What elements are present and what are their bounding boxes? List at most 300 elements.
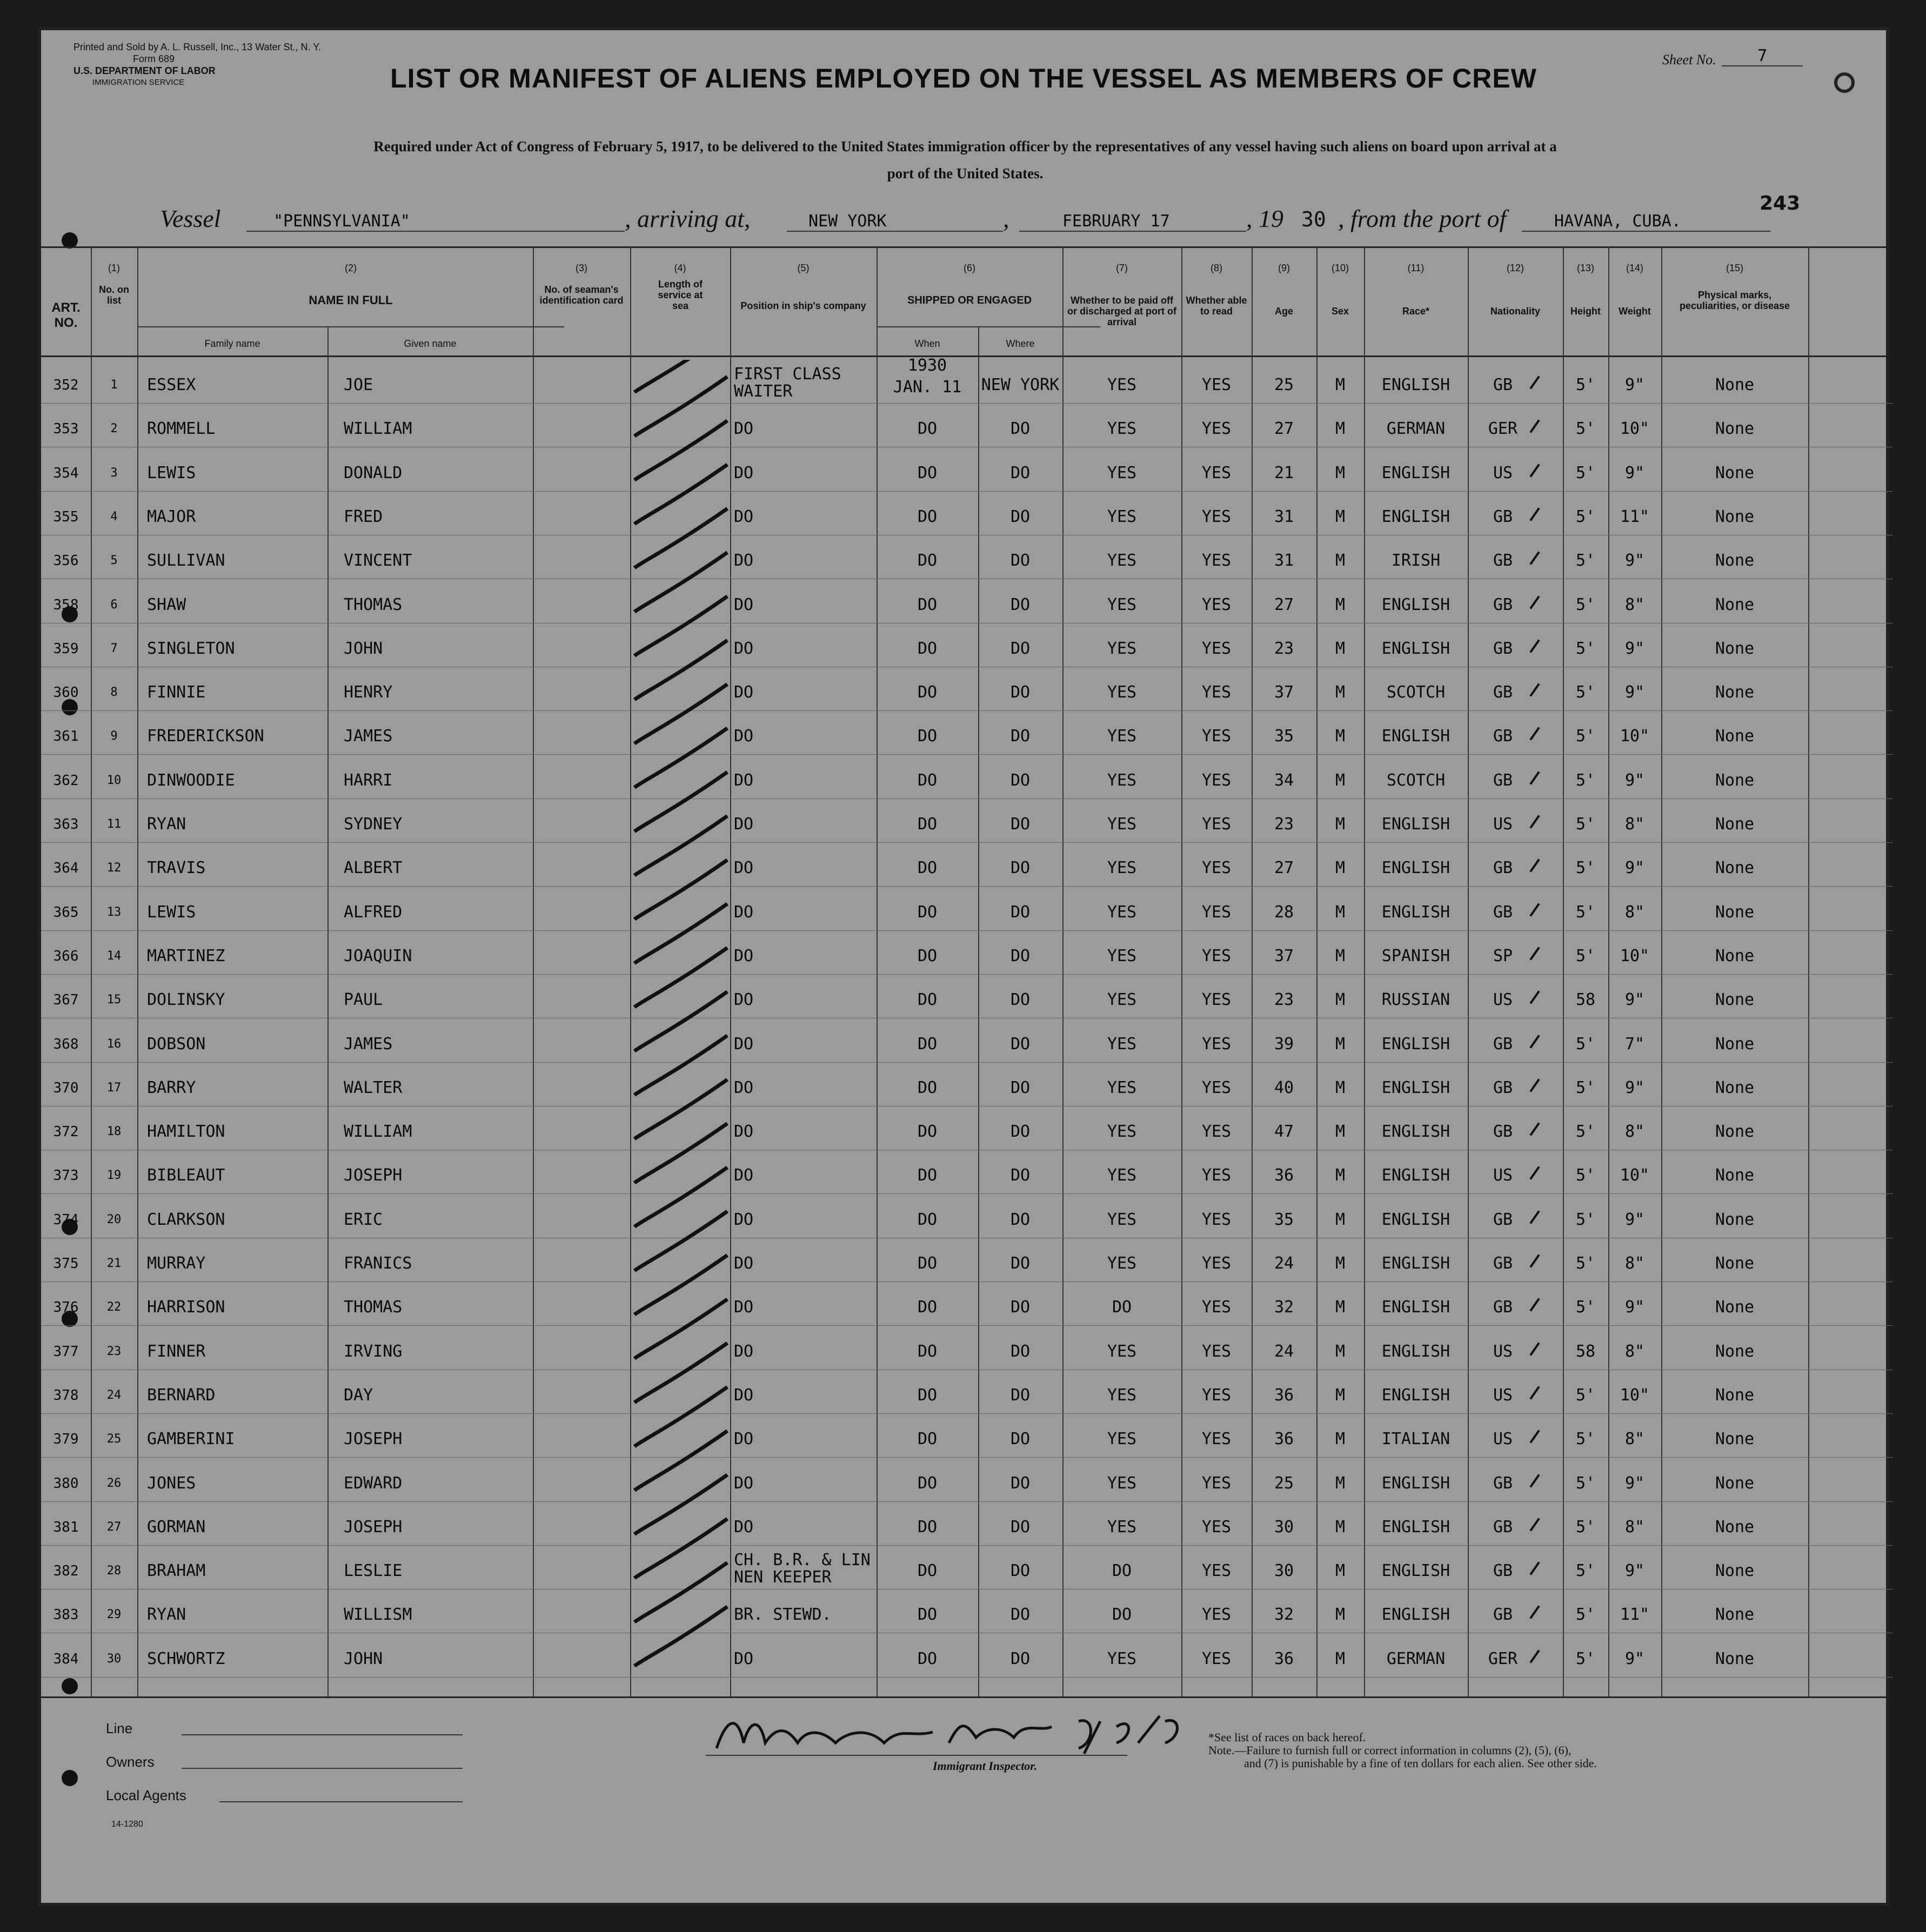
col-5-header: Position in ship's company: [740, 300, 866, 311]
cell-paid: YES: [1107, 947, 1137, 965]
cell-when: DO: [917, 683, 938, 702]
cell-when: DO: [917, 464, 938, 482]
cell-art: 382: [53, 1563, 79, 1579]
cell-art: 374: [53, 1212, 79, 1228]
cell-age: 34: [1274, 771, 1294, 790]
cell-nat: GB: [1493, 727, 1513, 746]
pen-stroke: [634, 1562, 727, 1622]
cell-height: 5': [1575, 419, 1596, 438]
cell-height: 5': [1575, 1254, 1596, 1273]
row-rule: [41, 1501, 1892, 1502]
cell-where: NEW YORK: [981, 375, 1060, 394]
from-port: HAVANA, CUBA.: [1522, 212, 1770, 232]
cell-height: 5': [1575, 1430, 1596, 1448]
col-4-number: (4): [674, 263, 686, 273]
cell-race: ENGLISH: [1381, 1605, 1450, 1624]
cell-art: 367: [53, 992, 79, 1008]
cell-art: 364: [53, 860, 79, 876]
cell-height: 5': [1575, 771, 1596, 790]
col-2-number: (2): [345, 263, 357, 273]
cell-position: DO: [734, 858, 754, 877]
cell-no: 16: [106, 1037, 122, 1051]
service: IMMIGRATION SERVICE: [92, 78, 185, 87]
cell-height: 5': [1575, 1298, 1596, 1317]
cell-no: 26: [106, 1477, 122, 1490]
col-1-number: (1): [108, 263, 120, 273]
cell-nat: US: [1493, 1342, 1513, 1361]
pen-stroke: [634, 728, 727, 788]
cell-no: 13: [106, 905, 122, 919]
owners-field: [182, 1768, 463, 1769]
cell-given: FRANICS: [344, 1254, 412, 1273]
cell-height: 5': [1575, 1518, 1596, 1537]
cell-race: ENGLISH: [1381, 1474, 1450, 1493]
pen-stroke: [634, 1036, 727, 1095]
vessel-label: Vessel: [160, 205, 221, 232]
cell-age: 25: [1274, 1474, 1294, 1493]
cell-read: YES: [1201, 771, 1232, 790]
cell-weight: 8": [1624, 1122, 1645, 1141]
subtitle-line-2: port of the United States.: [887, 165, 1044, 182]
cell-no: 23: [106, 1345, 122, 1358]
cell-sex: M: [1335, 507, 1346, 526]
cell-where: DO: [1010, 1298, 1031, 1317]
cell-when: JAN. 11: [893, 378, 962, 397]
cell-age: 36: [1274, 1430, 1294, 1448]
cell-nat: GB: [1493, 1078, 1513, 1097]
cell-paid: YES: [1107, 903, 1137, 922]
cell-marks: None: [1715, 1298, 1755, 1317]
cell-age: 24: [1274, 1254, 1294, 1273]
cell-art: 356: [53, 553, 79, 569]
cell-marks: None: [1715, 771, 1755, 790]
cell-marks: None: [1715, 464, 1755, 482]
agents-field: [219, 1801, 463, 1802]
cell-art: 368: [53, 1036, 79, 1052]
cell-sex: M: [1335, 947, 1346, 965]
cell-given: IRVING: [344, 1342, 403, 1361]
cell-where: DO: [1010, 595, 1031, 614]
row-rule: [41, 1677, 1892, 1678]
col-art-no: ART. NO.: [51, 300, 81, 330]
cell-when: DO: [917, 595, 938, 614]
cell-paid: YES: [1107, 1122, 1137, 1141]
cell-sex: M: [1335, 1605, 1346, 1624]
cell-sex: M: [1335, 858, 1346, 877]
cell-weight: 9": [1624, 858, 1645, 877]
col-12-header: Nationality: [1490, 306, 1540, 317]
cell-age: 32: [1274, 1605, 1294, 1624]
col-7-header: Whether to be paid off or discharged at port of arrival: [1067, 295, 1177, 327]
row-rule: [41, 1545, 1892, 1546]
cell-paid: YES: [1107, 551, 1137, 570]
cell-no: 19: [106, 1169, 122, 1182]
cell-weight: 9": [1624, 1561, 1645, 1580]
cell-no: 1: [110, 378, 118, 392]
cell-paid: YES: [1107, 683, 1137, 702]
cell-family: BIBLEAUT: [147, 1166, 225, 1185]
cell-where: DO: [1010, 507, 1031, 526]
cell-age: 39: [1274, 1035, 1294, 1054]
cell-position: DO: [734, 903, 754, 922]
pen-stroke: [634, 1079, 727, 1139]
subtitle-line-1: Required under Act of Congress of February 5, 1917, to be delivered to the United States immigration officer by the representatives of any vessel having such aliens on board upon arrival at a: [373, 138, 1557, 155]
cell-position-line2: NEN KEEPER: [734, 1568, 832, 1587]
cell-height: 5': [1575, 1078, 1596, 1097]
cell-read: YES: [1201, 419, 1232, 438]
cell-sex: M: [1335, 1561, 1346, 1580]
cell-sex: M: [1335, 903, 1346, 922]
table-bottom-rule: [41, 1696, 1886, 1698]
cell-where: DO: [1010, 639, 1031, 658]
cell-family: RYAN: [147, 1605, 186, 1624]
cell-position: DO: [734, 947, 754, 965]
row-rule: [41, 1062, 1892, 1063]
subtitle: [138, 133, 1792, 187]
cell-given: JOHN: [344, 639, 383, 658]
row-rule: [41, 1193, 1892, 1194]
cell-family: MURRAY: [147, 1254, 206, 1273]
cell-weight: 11": [1620, 1605, 1650, 1624]
cell-weight: 9": [1624, 464, 1645, 482]
cell-height: 5': [1575, 1605, 1596, 1624]
cell-weight: 9": [1624, 639, 1645, 658]
cell-nat: GB: [1493, 551, 1513, 570]
cell-when: DO: [917, 1561, 938, 1580]
row-rule: [41, 710, 1892, 711]
cell-marks: None: [1715, 1254, 1755, 1273]
col-14-number: (14): [1626, 263, 1643, 273]
cell-race: ENGLISH: [1381, 1342, 1450, 1361]
cell-paid: DO: [1112, 1561, 1132, 1580]
cell-no: 21: [106, 1257, 122, 1270]
cell-where: DO: [1010, 858, 1031, 877]
cell-position: DO: [734, 419, 754, 438]
cell-art: 365: [53, 904, 79, 921]
cell-position: DO: [734, 1430, 754, 1448]
pen-stroke: [634, 1475, 727, 1534]
cell-position: DO: [734, 727, 754, 746]
col-6b-header: Where: [1006, 338, 1035, 349]
cell-sex: M: [1335, 727, 1346, 746]
cell-where: DO: [1010, 1649, 1031, 1668]
cell-art: 366: [53, 948, 79, 964]
cell-where: DO: [1010, 683, 1031, 702]
punch-hole: [62, 1770, 78, 1786]
cell-where: DO: [1010, 903, 1031, 922]
cell-marks: None: [1715, 727, 1755, 746]
cell-height: 5': [1575, 1386, 1596, 1405]
pen-stroke: [634, 904, 727, 963]
cell-height: 5': [1575, 551, 1596, 570]
cell-weight: 9": [1624, 1078, 1645, 1097]
cell-read: YES: [1201, 683, 1232, 702]
cell-height: 58: [1575, 1342, 1596, 1361]
cell-when: DO: [917, 727, 938, 746]
cell-art: 377: [53, 1344, 79, 1360]
col-2-header: NAME IN FULL: [309, 293, 393, 307]
cell-family: MAJOR: [147, 507, 196, 526]
pen-stroke: [634, 1299, 727, 1359]
cell-read: YES: [1201, 1035, 1232, 1054]
row-rule: [41, 886, 1892, 887]
pen-stroke: [634, 772, 727, 831]
cell-paid: YES: [1107, 1649, 1137, 1668]
row-rule: [41, 974, 1892, 975]
cell-given: WILLISM: [344, 1605, 412, 1624]
cell-no: 25: [106, 1432, 122, 1446]
row-rule: [41, 1413, 1892, 1414]
cell-where: DO: [1010, 1210, 1031, 1229]
cell-where: DO: [1010, 1518, 1031, 1537]
cell-when: DO: [917, 990, 938, 1009]
sheet-number: 7: [1722, 46, 1803, 66]
row-rule: [41, 491, 1892, 492]
name-subheader-rule: [137, 326, 564, 327]
cell-family: LEWIS: [147, 903, 196, 922]
pen-stroke: [634, 1607, 727, 1666]
cell-paid: YES: [1107, 1210, 1137, 1229]
cell-sex: M: [1335, 464, 1346, 482]
col-rule: [1808, 246, 1809, 1696]
col-6a-header: When: [914, 338, 940, 349]
cell-read: YES: [1201, 1122, 1232, 1141]
cell-read: YES: [1201, 1078, 1232, 1097]
cell-given: ALBERT: [344, 858, 403, 877]
cell-art: 380: [53, 1475, 79, 1492]
voyage-line: [160, 204, 1770, 237]
pen-stroke: [634, 816, 727, 875]
line-field: [182, 1734, 463, 1735]
cell-position: DO: [734, 1254, 754, 1273]
cell-height: 5': [1575, 1035, 1596, 1054]
cell-nat: GB: [1493, 1254, 1513, 1273]
cell-height: 5': [1575, 815, 1596, 834]
inspector-signature: [706, 1705, 1246, 1759]
pen-stroke: [634, 1168, 727, 1227]
cell-family: HARRISON: [147, 1298, 225, 1317]
cell-read: YES: [1201, 1254, 1232, 1273]
cell-marks: None: [1715, 858, 1755, 877]
cell-nat: GB: [1493, 1474, 1513, 1493]
cell-when: DO: [917, 551, 938, 570]
cell-when: DO: [917, 639, 938, 658]
cell-when: DO: [917, 1254, 938, 1273]
cell-given: HENRY: [344, 683, 393, 702]
cell-art: 355: [53, 509, 79, 525]
cell-no: 7: [110, 642, 118, 655]
cell-race: ENGLISH: [1381, 1210, 1450, 1229]
cell-marks: None: [1715, 1166, 1755, 1185]
cell-paid: YES: [1107, 595, 1137, 614]
col-8-number: (8): [1211, 263, 1222, 273]
cell-height: 5': [1575, 1122, 1596, 1141]
cell-given: JAMES: [344, 1035, 393, 1054]
cell-age: 37: [1274, 683, 1294, 702]
col-3-number: (3): [576, 263, 587, 273]
cell-age: 28: [1274, 903, 1294, 922]
cell-art: 370: [53, 1080, 79, 1096]
cell-position: DO: [734, 551, 754, 570]
cell-given: WALTER: [344, 1078, 403, 1097]
cell-race: ENGLISH: [1381, 464, 1450, 482]
cell-no: 17: [106, 1081, 122, 1095]
cell-position: DO: [734, 1474, 754, 1493]
cell-family: BARRY: [147, 1078, 196, 1097]
cell-paid: YES: [1107, 1518, 1137, 1537]
cell-height: 58: [1575, 990, 1596, 1009]
cell-art: 361: [53, 728, 79, 744]
cell-marks: None: [1715, 551, 1755, 570]
from-label: , from the port of: [1338, 205, 1507, 232]
cell-sex: M: [1335, 419, 1346, 438]
cell-age: 35: [1274, 1210, 1294, 1229]
cell-paid: YES: [1107, 1035, 1137, 1054]
cell-nat: GB: [1493, 903, 1513, 922]
cell-nat: US: [1493, 1430, 1513, 1448]
cell-read: YES: [1201, 507, 1232, 526]
cell-when: DO: [917, 1122, 938, 1141]
cell-where: DO: [1010, 1474, 1031, 1493]
cell-weight: 8": [1624, 815, 1645, 834]
col-12-number: (12): [1506, 263, 1524, 273]
cell-position: DO: [734, 683, 754, 702]
cell-nat: GB: [1493, 858, 1513, 877]
cell-art: 373: [53, 1168, 79, 1184]
cell-race: IRISH: [1391, 551, 1441, 570]
cell-paid: YES: [1107, 771, 1137, 790]
arriving-label: , arriving at,: [625, 205, 751, 232]
cell-given: EDWARD: [344, 1474, 403, 1493]
pen-stroke: [634, 465, 727, 524]
pen-stroke: [634, 421, 727, 480]
cell-race: ITALIAN: [1381, 1430, 1450, 1448]
pen-stroke: [634, 508, 727, 568]
cell-read: YES: [1201, 727, 1232, 746]
cell-position: DO: [734, 771, 754, 790]
cell-weight: 9": [1624, 683, 1645, 702]
cell-read: YES: [1201, 815, 1232, 834]
cell-given: WILLIAM: [344, 1122, 412, 1141]
cell-race: ENGLISH: [1381, 1518, 1450, 1537]
cell-marks: None: [1715, 375, 1755, 394]
cell-family: ROMMELL: [147, 419, 216, 438]
cell-art: 358: [53, 597, 79, 613]
cell-read: YES: [1201, 1430, 1232, 1448]
cell-where: DO: [1010, 1430, 1031, 1448]
cell-paid: YES: [1107, 815, 1137, 834]
cell-sex: M: [1335, 1430, 1346, 1448]
col-9-header: Age: [1274, 306, 1293, 317]
cell-when: DO: [917, 1342, 938, 1361]
cell-race: ENGLISH: [1381, 727, 1450, 746]
cell-race: ENGLISH: [1381, 1078, 1450, 1097]
cell-race: ENGLISH: [1381, 639, 1450, 658]
cell-paid: YES: [1107, 1342, 1137, 1361]
cell-family: FINNIE: [147, 683, 206, 702]
col-6-header: SHIPPED OR ENGAGED: [907, 294, 1032, 306]
cell-no: 22: [106, 1300, 122, 1314]
cell-marks: None: [1715, 1122, 1755, 1141]
cell-paid: YES: [1107, 639, 1137, 658]
cell-age: 36: [1274, 1649, 1294, 1668]
line-label: Line: [106, 1720, 133, 1736]
cell-height: 5': [1575, 1474, 1596, 1493]
cell-family: CLARKSON: [147, 1210, 225, 1229]
cell-weight: 10": [1620, 727, 1650, 746]
cell-art: 375: [53, 1256, 79, 1272]
cell-art: 384: [53, 1651, 79, 1667]
cell-age: 37: [1274, 947, 1294, 965]
cell-given: THOMAS: [344, 595, 403, 614]
col-1-header: No. on list: [99, 284, 129, 306]
cell-when: DO: [917, 771, 938, 790]
pen-stroke: [634, 684, 727, 743]
cell-sex: M: [1335, 1122, 1346, 1141]
cell-marks: None: [1715, 1078, 1755, 1097]
cell-sex: M: [1335, 1298, 1346, 1317]
cell-where: DO: [1010, 419, 1031, 438]
cell-given: JAMES: [344, 727, 393, 746]
cell-paid: YES: [1107, 507, 1137, 526]
pen-stroke: [634, 640, 727, 700]
cell-paid: YES: [1107, 1254, 1137, 1273]
cell-nat: GB: [1493, 507, 1513, 526]
cell-race: ENGLISH: [1381, 1035, 1450, 1054]
cell-read: YES: [1201, 595, 1232, 614]
cell-paid: YES: [1107, 1474, 1137, 1493]
cell-no: 20: [106, 1213, 122, 1226]
cell-family: BERNARD: [147, 1386, 216, 1405]
cell-read: YES: [1201, 1605, 1232, 1624]
cell-race: SCOTCH: [1386, 683, 1446, 702]
cell-where: DO: [1010, 1254, 1031, 1273]
cell-weight: 8": [1624, 1518, 1645, 1537]
form-number: Form 689: [133, 53, 175, 64]
cell-when: DO: [917, 903, 938, 922]
cell-position: DO: [734, 1518, 754, 1537]
pen-stroke: [634, 1387, 727, 1446]
cell-family: LEWIS: [147, 464, 196, 482]
cell-age: 23: [1274, 639, 1294, 658]
cell-paid: YES: [1107, 1386, 1137, 1405]
cell-height: 5': [1575, 1649, 1596, 1668]
cell-race: ENGLISH: [1381, 1386, 1450, 1405]
cell-when: DO: [917, 1386, 938, 1405]
pen-stroke: [634, 1343, 727, 1403]
cell-given: HARRI: [344, 771, 393, 790]
cell-no: 14: [106, 949, 122, 963]
fine-note-2: and (7) is punishable by a fine of ten dollars for each alien. See other side.: [1244, 1756, 1597, 1770]
cell-marks: None: [1715, 1605, 1755, 1624]
cell-when: DO: [917, 1035, 938, 1054]
pen-stroke: [634, 1123, 727, 1183]
cell-art: 378: [53, 1387, 79, 1404]
cell-age: 40: [1274, 1078, 1294, 1097]
cell-position: DO: [734, 1078, 754, 1097]
cell-age: 23: [1274, 990, 1294, 1009]
cell-nat: US: [1493, 1386, 1513, 1405]
cell-art: 381: [53, 1519, 79, 1535]
col-14-header: Weight: [1619, 306, 1651, 317]
cell-nat: GB: [1493, 1605, 1513, 1624]
cell-sex: M: [1335, 375, 1346, 394]
cell-position: DO: [734, 639, 754, 658]
cell-nat: GB: [1493, 771, 1513, 790]
cell-when: DO: [917, 858, 938, 877]
fine-note-1: Note.—Failure to furnish full or correct information in columns (2), (5), (6),: [1208, 1743, 1571, 1757]
cell-family: GAMBERINI: [147, 1430, 235, 1448]
